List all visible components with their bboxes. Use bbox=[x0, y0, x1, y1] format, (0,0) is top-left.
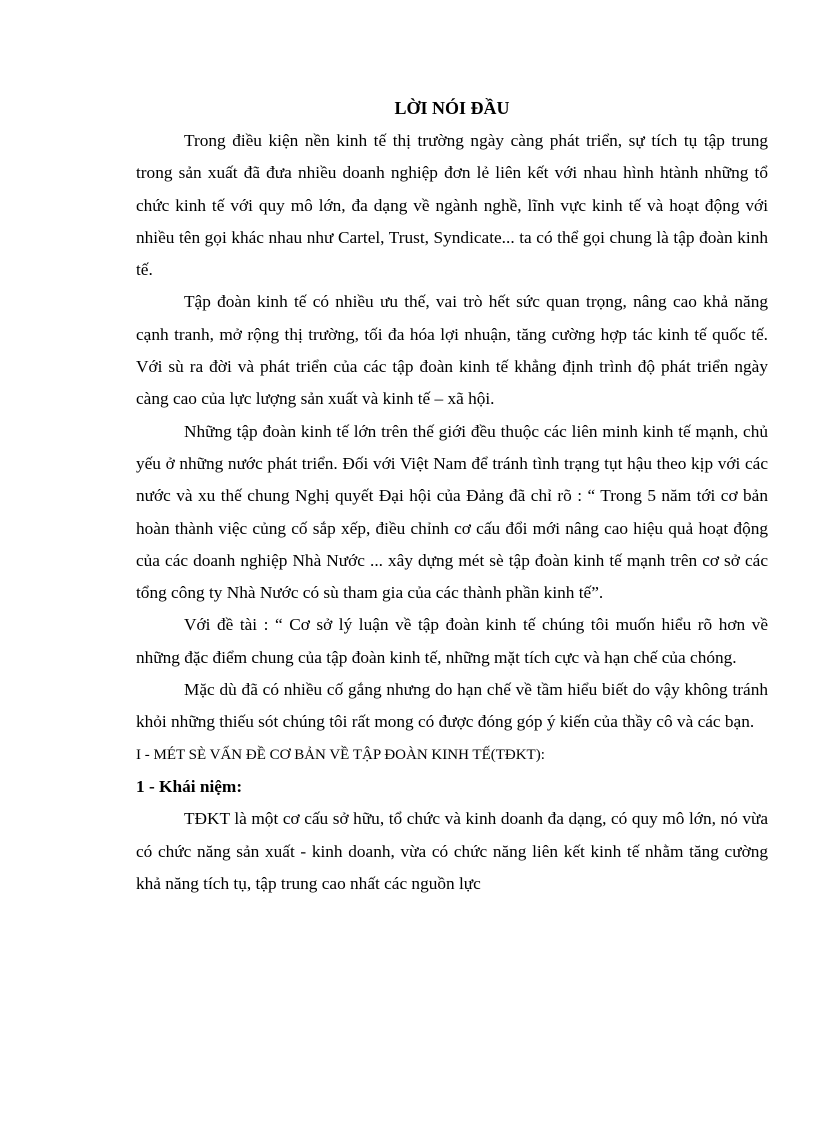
document-body bbox=[136, 91, 768, 900]
paragraph-intro-4: Với đề tài : “ Cơ sở lý luận về tập đoàn kinh tế chúng tôi muốn hiểu rõ hơn về những đặc điểm chung của tập đoàn kinh tế, những mặt tích cực và hạn chế của chóng. bbox=[136, 615, 768, 667]
paragraph-intro-3: Những tập đoàn kinh tế lớn trên thế giới đều thuộc các liên minh kinh tế mạnh, chủ yếu ở những nước phát triển. Đối với Việt Nam để tránh tình trạng tụt hậu theo kịp với các nước và xu thế chung Nghị quyết Đại hội của Đảng đã chỉ rõ : “ Trong 5 năm tới cơ bản hoàn thành việc củng cố sắp xếp, điều chỉnh cơ cấu đổi mới nâng cao hiệu quả hoạt động của các doanh nghiệp Nhà Nước ... xây dựng mét sè tập đoàn kinh tế mạnh trên cơ sở các tổng công ty Nhà Nước có sù tham gia của các thành phần kinh tế”. bbox=[136, 421, 768, 603]
paragraph-intro-2: Tập đoàn kinh tế có nhiều ưu thế, vai trò hết sức quan trọng, nâng cao khả năng cạnh tranh, mở rộng thị trường, tối đa hóa lợi nhuận, tăng cường hợp tác kinh tế quốc tế. Với sù ra đời và phát triển của các tập đoàn kinh tế khẳng định trình độ phát triển ngày càng cao của lực lượng sản xuất và kinh tế – xã hội. bbox=[136, 292, 768, 409]
section-heading: I - MÉT SÈ VẤN ĐỀ CƠ BẢN VỀ TẬP ĐOÀN KINH TẾ(TĐKT): bbox=[136, 746, 545, 763]
document-title: LỜI NÓI ĐẦU bbox=[394, 98, 510, 118]
paragraph-definition: TĐKT là một cơ cấu sở hữu, tổ chức và kinh doanh đa dạng, có quy mô lớn, nó vừa có chức năng sản xuất - kinh doanh, vừa có chức năng liên kết kinh tế nhằm tăng cường khả năng tích tụ, tập trung cao nhất các nguồn lực bbox=[136, 809, 768, 893]
paragraph-intro-1: Trong điều kiện nền kinh tế thị trường ngày càng phát triển, sự tích tụ tập trung trong sản xuất đã đưa nhiều doanh nghiệp đơn lẻ liên kết với nhau hình htành những tổ chức kinh tế với quy mô lớn, đa dạng về ngành nghề, lĩnh vực kinh tế và hoạt động với nhiều tên gọi khác nhau như Cartel, Trust, Syndicate... ta có thể gọi chung là tập đoàn kinh tế. bbox=[136, 131, 768, 280]
paragraph-intro-5: Mặc dù đã có nhiều cố gắng nhưng do hạn chế về tầm hiểu biết do vậy không tránh khỏi những thiếu sót chúng tôi rất mong có được đóng góp ý kiến của thầy cô và các bạn. bbox=[136, 680, 768, 732]
subsection-heading: 1 - Khái niệm: bbox=[136, 776, 243, 796]
